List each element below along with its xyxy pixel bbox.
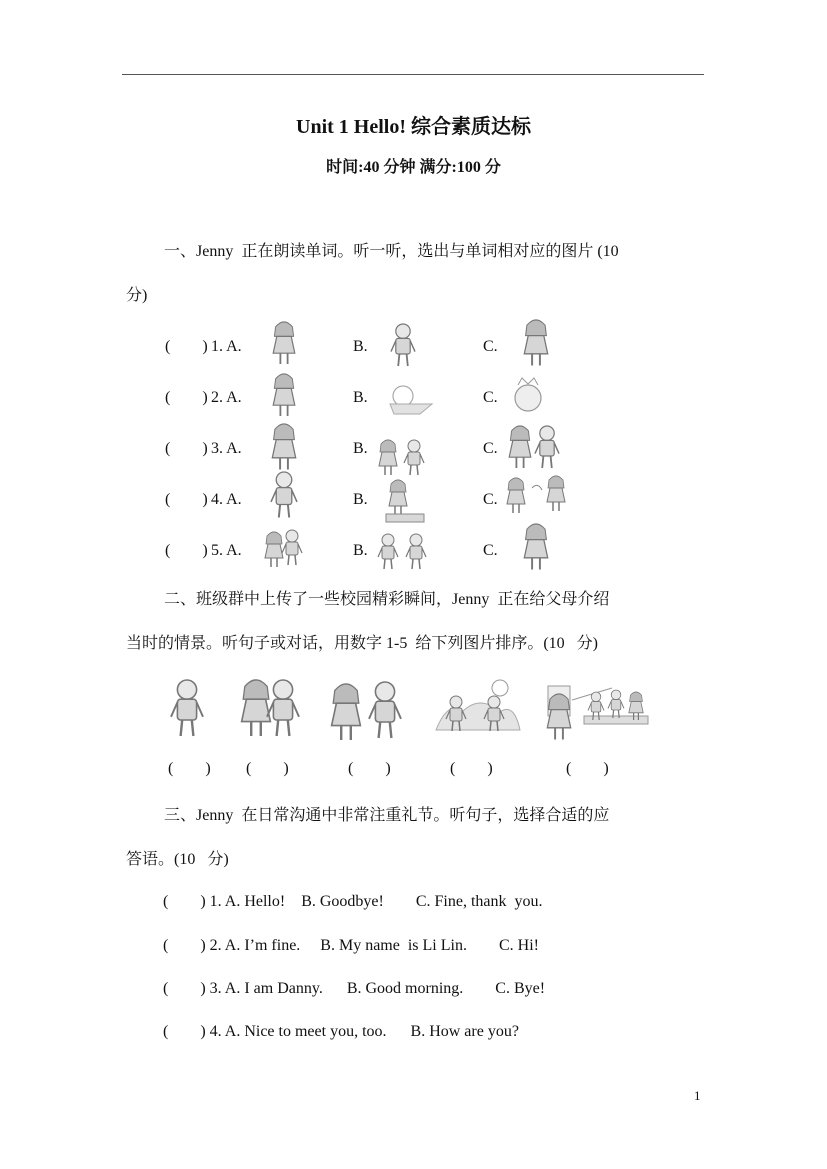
s2-picture-3 bbox=[332, 682, 401, 740]
answer-paren[interactable]: ( ) bbox=[165, 491, 208, 508]
s2-picture-4 bbox=[436, 680, 520, 731]
s2-blank-4[interactable]: ( ) bbox=[450, 760, 493, 777]
s2-picture-2 bbox=[242, 680, 299, 736]
s3-question-2: ( ) 2. A. I’m fine. B. My name is Li Lin. C. Hi! bbox=[163, 937, 539, 954]
page-title: Unit 1 Hello! 综合素质达标 bbox=[296, 116, 531, 138]
section2-heading: 二、班级群中上传了一些校园精彩瞬间，Jenny 正在给父母介绍 当时的情景。听句子或对话，用数字 1-5 给下列图片排序。(10 分) bbox=[126, 591, 610, 652]
s2-blank-2[interactable]: ( ) bbox=[246, 760, 289, 777]
s3-question-3: ( ) 3. A. I am Danny. B. Good morning. C. Bye! bbox=[163, 980, 546, 997]
page-subtitle: 时间:40 分钟 满分:100 分 bbox=[326, 159, 501, 176]
s1-question-4: ( ) 4. A. B. C. bbox=[165, 491, 498, 508]
s1-question-5: ( ) 5. A. B. C. bbox=[165, 542, 498, 559]
s1-question-3: ( ) 3. A. B. C. bbox=[165, 440, 498, 457]
answer-paren[interactable]: ( ) bbox=[163, 1023, 206, 1040]
answer-paren[interactable]: ( ) bbox=[163, 893, 206, 910]
s3-question-4: ( ) 4. A. Nice to meet you, too. B. How are you? bbox=[163, 1023, 519, 1040]
s2-blank-1[interactable]: ( ) bbox=[168, 760, 211, 777]
s2-picture-5 bbox=[547, 686, 648, 740]
s1-question-1: ( ) 1. A. B. C. bbox=[165, 338, 498, 355]
s2-picture-1 bbox=[171, 680, 203, 736]
answer-paren[interactable]: ( ) bbox=[163, 980, 206, 997]
answer-paren[interactable]: ( ) bbox=[165, 338, 208, 355]
page-number: 1 bbox=[694, 1088, 701, 1103]
answer-paren[interactable]: ( ) bbox=[165, 440, 208, 457]
s2-blank-5[interactable]: ( ) bbox=[566, 760, 609, 777]
section3-heading: 三、Jenny 在日常沟通中非常注重礼节。听句子，选择合适的应 答语。(10 分) bbox=[126, 807, 610, 868]
answer-paren[interactable]: ( ) bbox=[165, 542, 208, 559]
answer-paren[interactable]: ( ) bbox=[165, 389, 208, 406]
s3-question-1: ( ) 1. A. Hello! B. Goodbye! C. Fine, thank you. bbox=[163, 893, 543, 910]
answer-paren[interactable]: ( ) bbox=[163, 937, 206, 954]
section1-heading: 一、Jenny 正在朗读单词。听一听，选出与单词相对应的图片 (10 分) bbox=[126, 243, 619, 304]
s2-blank-3[interactable]: ( ) bbox=[348, 760, 391, 777]
s1-question-2: ( ) 2. A. B. C. bbox=[165, 389, 498, 406]
